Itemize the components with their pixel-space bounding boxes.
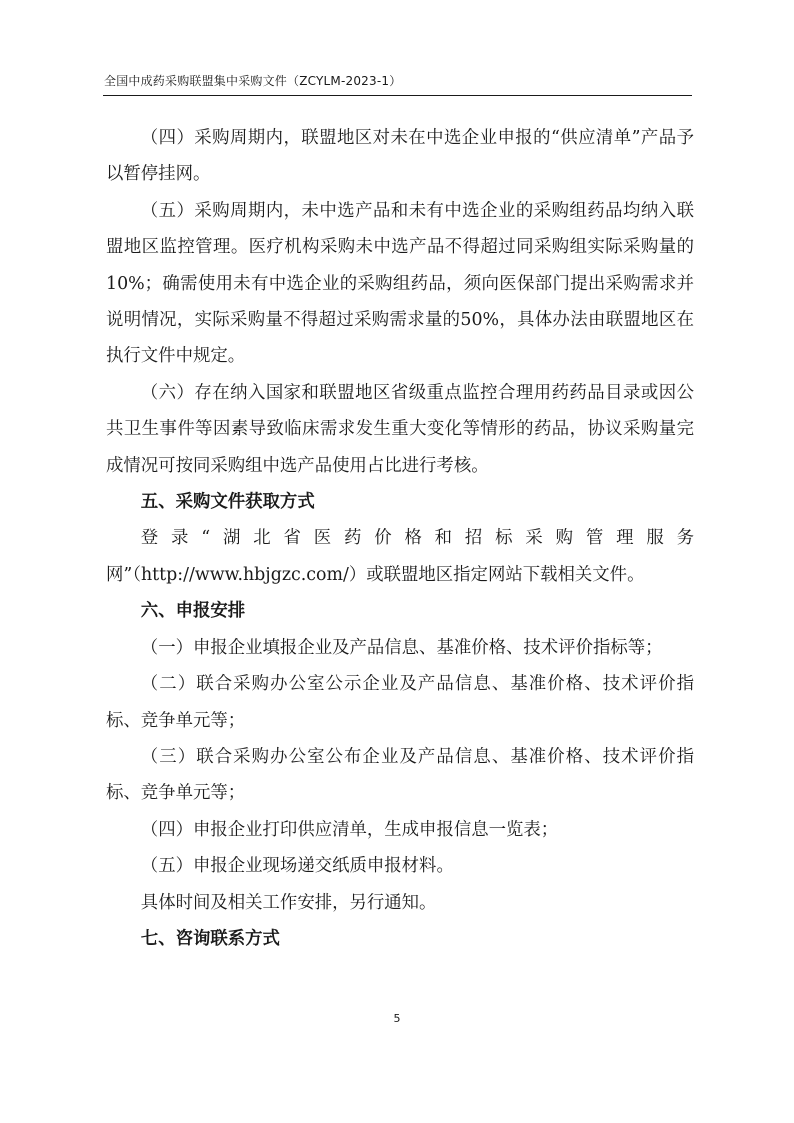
header-divider [103, 95, 692, 96]
document-header: 全国中成药采购联盟集中采购文件（ZCYLM-2023-1） [104, 74, 402, 88]
section-6-note: 具体时间及相关工作安排，另行通知。 [140, 892, 437, 913]
section-6-item-1: （一）申报企业填报企业及产品信息、基准价格、技术评价指标等； [140, 637, 663, 658]
section-6-item-3: （三）联合采购办公室公布企业及产品信息、基准价格、技术评价指标、竞争单元等； [106, 746, 694, 804]
document-body [106, 120, 694, 957]
section-6-item-5: （五）申报企业现场递交纸质申报材料。 [140, 856, 454, 877]
section-heading-7: 七、咨询联系方式 [140, 928, 280, 949]
section-5-text: 登录“湖北省医药价格和招标采购管理服务网”（http://www.hbjgzc.com/）或联盟地区指定网站下载相关文件。 [106, 528, 694, 585]
section-6-item-2: （二）联合采购办公室公示企业及产品信息、基准价格、技术评价指标、竞争单元等； [106, 674, 694, 731]
paragraph-item-5: （五）采购周期内，未中选产品和未有中选企业的采购组药品均纳入联盟地区监控管理。医疗机构采购未中选产品不得超过同采购组实际采购量的10%；确需使用未有中选企业的采购组药品，须向医保部门提出采购需求并说明情况，实际采购量不得超过采购需求量的50%，具体办法由联盟地区在执行文件中规定。 [106, 200, 694, 367]
paragraph-item-6: （六）存在纳入国家和联盟地区省级重点监控合理用药药品目录或因公共卫生事件等因素导致临床需求发生重大变化等情形的药品，协议采购量完成情况可按同采购组中选产品使用占比进行考核。 [106, 382, 694, 476]
section-6-item-4: （四）申报企业打印供应清单，生成申报信息一览表； [140, 819, 559, 840]
paragraph-item-4: （四）采购周期内，联盟地区对未在中选企业申报的“供应清单”产品予以暂停挂网。 [106, 128, 694, 185]
section-heading-6: 六、申报安排 [140, 601, 246, 622]
page-number: 5 [393, 1012, 401, 1025]
section-heading-5: 五、采购文件获取方式 [140, 492, 315, 513]
